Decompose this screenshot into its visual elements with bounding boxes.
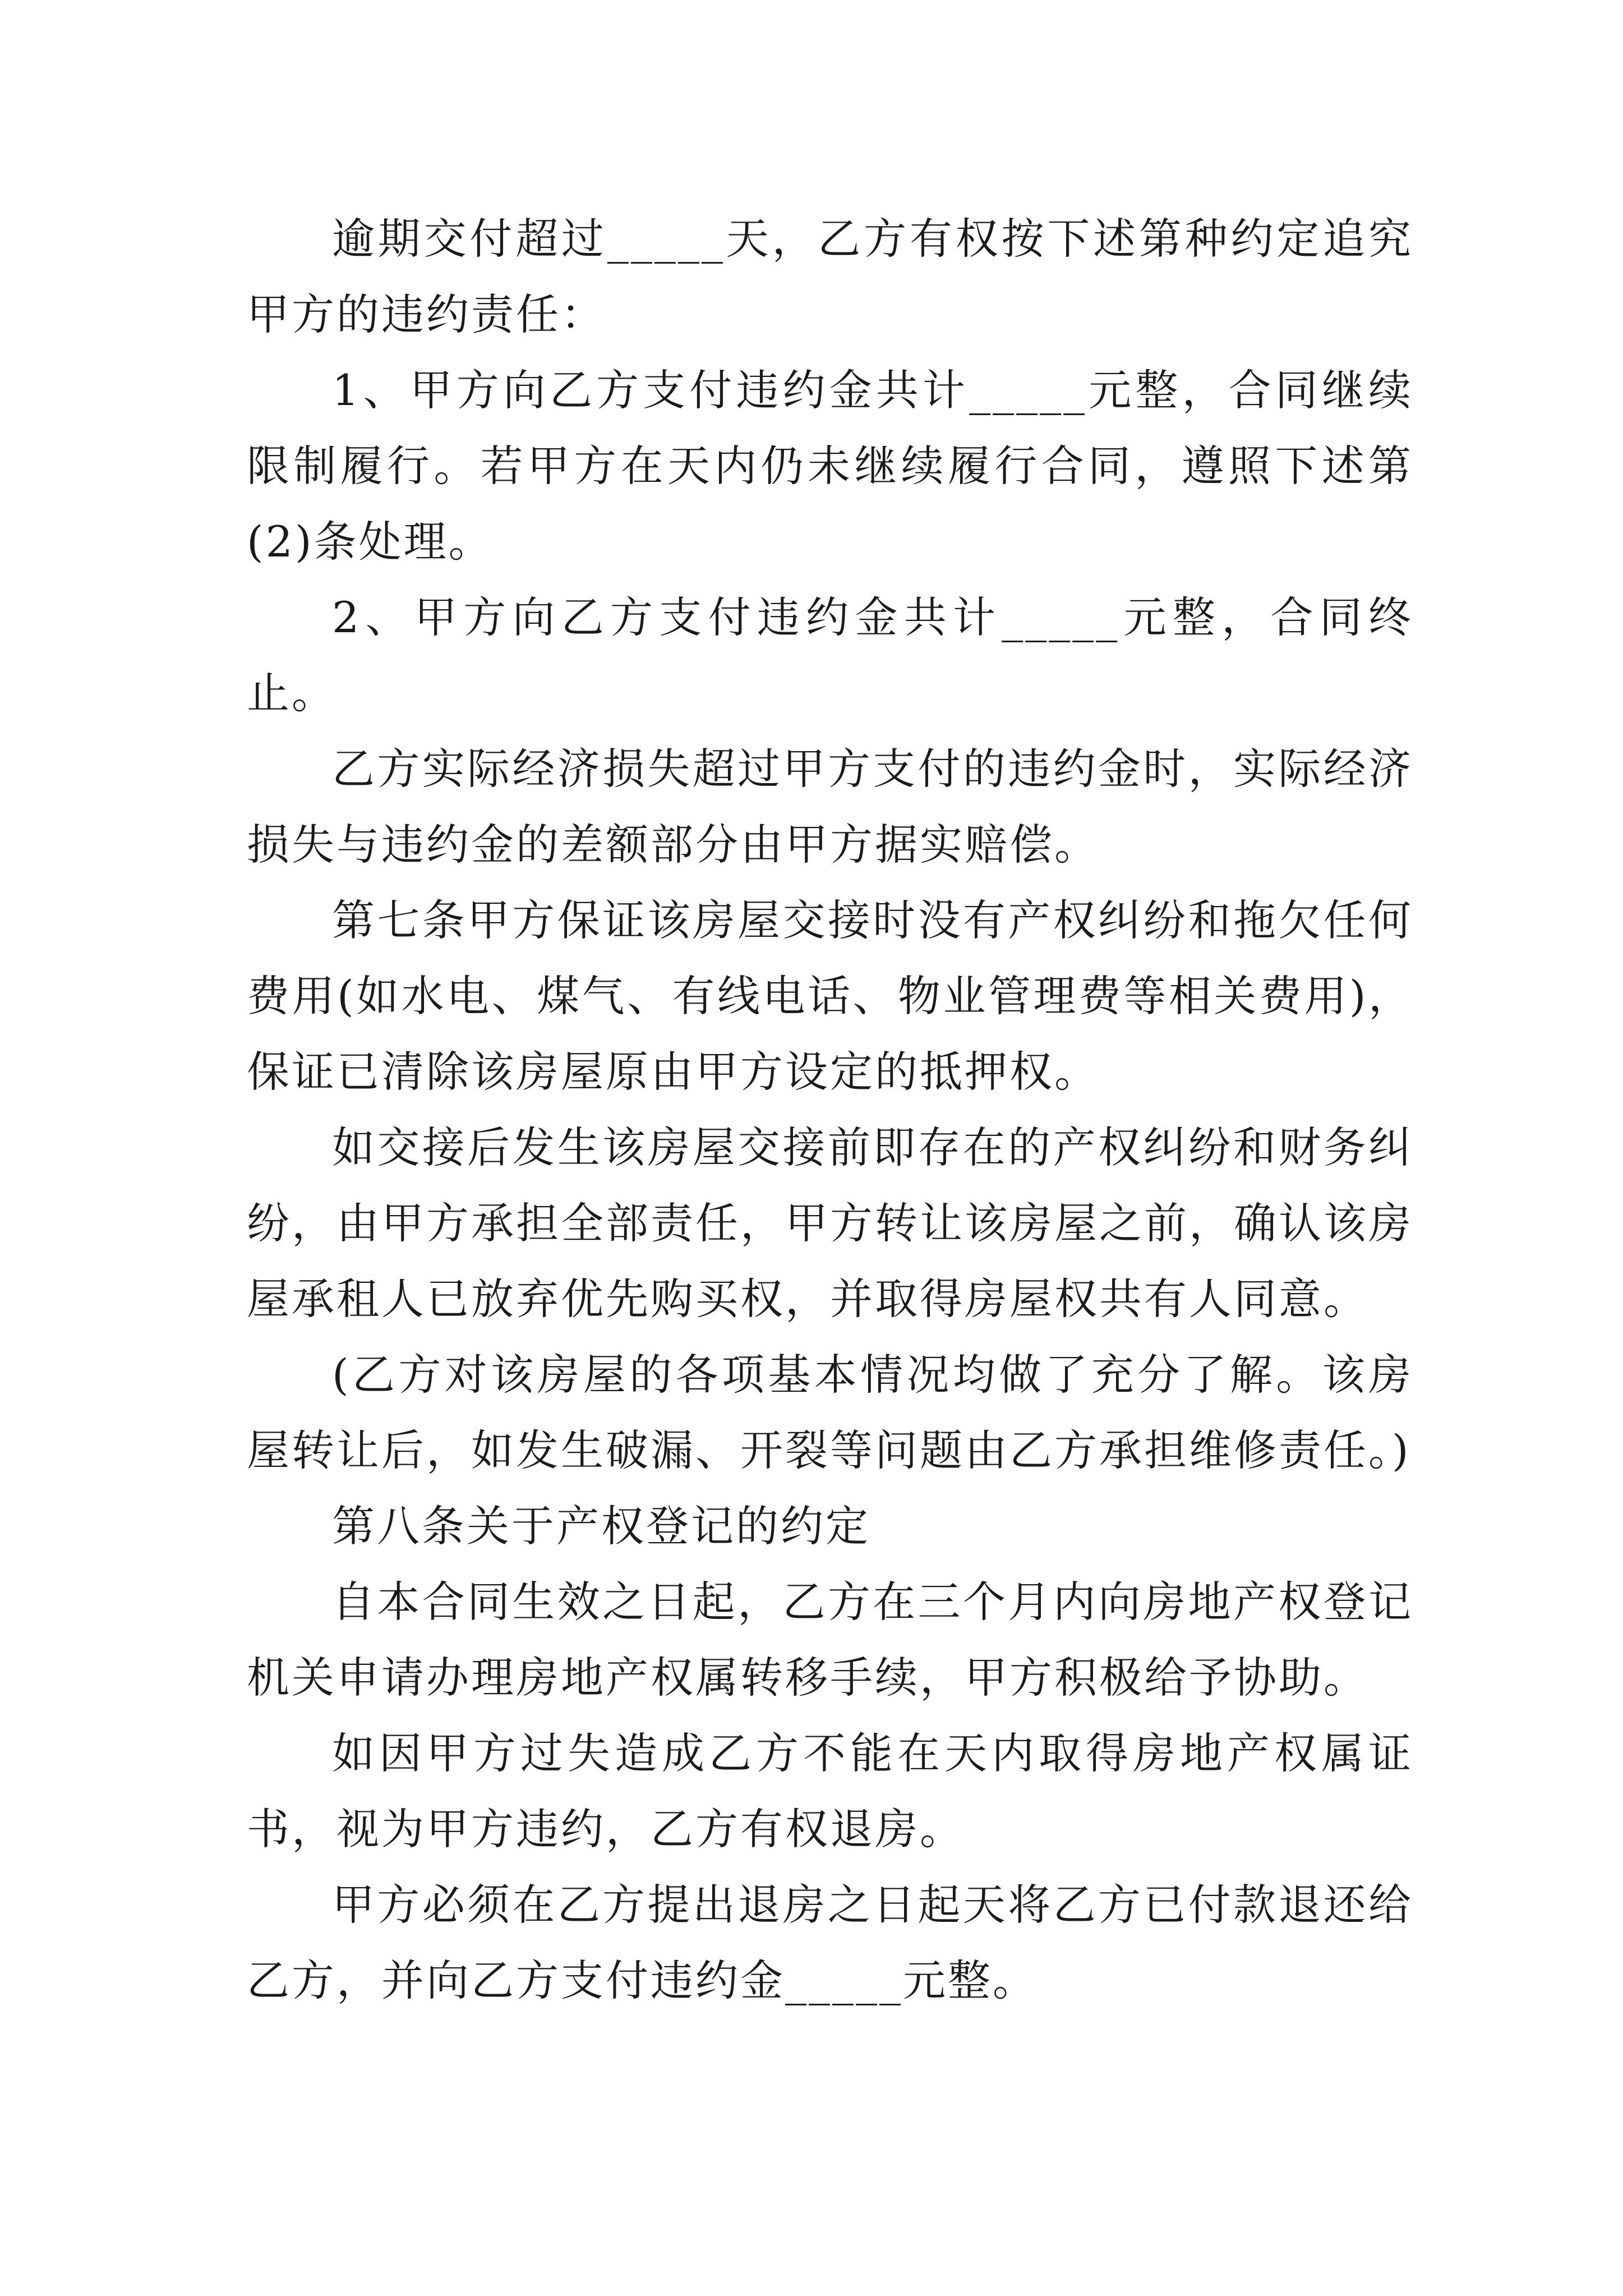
paragraph-clause-2: 2、甲方向乙方支付违约金共计_____元整，合同终止。 bbox=[247, 592, 1413, 718]
paragraph-article-8-heading: 第八条关于产权登记的约定 bbox=[332, 1501, 870, 1551]
paragraph-clause-1: 1、甲方向乙方支付违约金共计_____元整，合同继续限制履行。若甲方在天内仍未继续履行合同，遵照下述第(2)条处理。 bbox=[247, 365, 1413, 567]
paragraph-dispute-liability: 如交接后发生该房屋交接前即存在的产权纠纷和财务纠纷，由甲方承担全部责任，甲方转让该房屋之前，确认该房屋承租人已放弃优先购买权，并取得房屋权共有人同意。 bbox=[247, 1122, 1413, 1324]
paragraph-article-7: 第七条甲方保证该房屋交接时没有产权纠纷和拖欠任何费用(如水电、煤气、有线电话、物业管理费等相关费用)，保证已清除该房屋原由甲方设定的抵押权。 bbox=[247, 895, 1413, 1097]
paragraph-registration: 自本合同生效之日起，乙方在三个月内向房地产权登记机关申请办理房地产权属转移手续，甲方积极给予协助。 bbox=[247, 1577, 1413, 1703]
document-body bbox=[247, 201, 1413, 2018]
paragraph-overdue-delivery: 逾期交付超过_____天，乙方有权按下述第种约定追究甲方的违约责任： bbox=[247, 214, 1413, 339]
paragraph-actual-loss: 乙方实际经济损失超过甲方支付的违约金时，实际经济损失与违约金的差额部分由甲方据实赔偿。 bbox=[247, 744, 1413, 869]
paragraph-refund: 甲方必须在乙方提出退房之日起天将乙方已付款退还给乙方，并向乙方支付违约金_____元整。 bbox=[247, 1880, 1413, 2005]
paragraph-seller-fault: 如因甲方过失造成乙方不能在天内取得房地产权属证书，视为甲方违约，乙方有权退房。 bbox=[247, 1728, 1413, 1854]
paragraph-condition-note: (乙方对该房屋的各项基本情况均做了充分了解。该房屋转让后，如发生破漏、开裂等问题由乙方承担维修责任。) bbox=[247, 1350, 1413, 1475]
